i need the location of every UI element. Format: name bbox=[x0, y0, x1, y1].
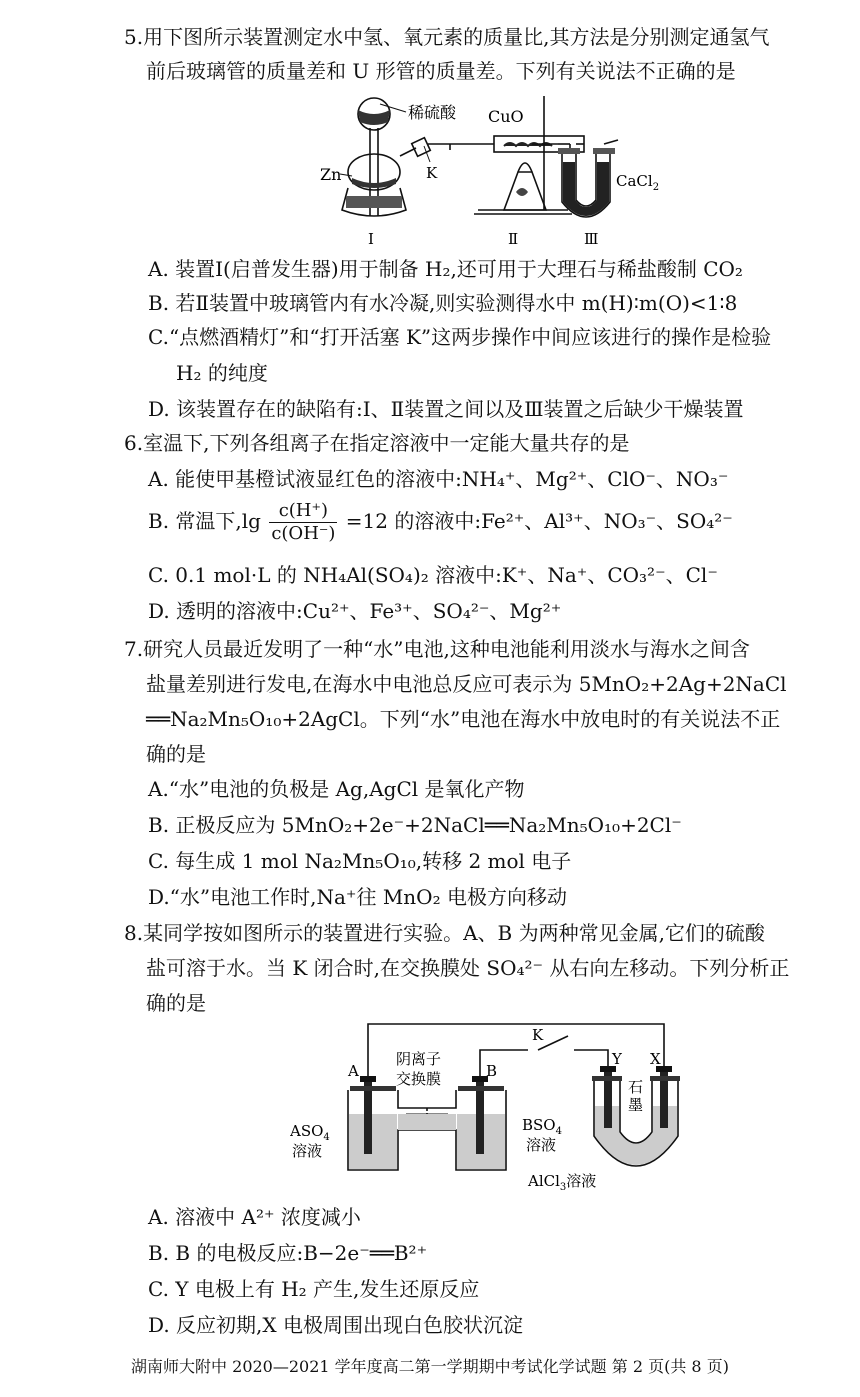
q8-option-a: A. 溶液中 A²⁺ 浓度减小 bbox=[148, 1205, 361, 1229]
q7-stem-line1: 7.研究人员最近发明了一种“水”电池,这种电池能利用淡水与海水之间含 bbox=[124, 637, 750, 661]
q8-option-c: C. Y 电极上有 H₂ 产生,发生还原反应 bbox=[148, 1277, 480, 1301]
membrane-label-line1: 阴离子 bbox=[396, 1050, 442, 1068]
q7-stem-line4: 确的是 bbox=[146, 742, 206, 766]
q5-option-a: A. 装置Ⅰ(启普发生器)用于制备 H₂,还可用于大理石与稀盐酸制 CO₂ bbox=[148, 257, 743, 281]
dilute-sulfuric-acid-label: 稀硫酸 bbox=[408, 103, 457, 122]
q5-option-c-line1: C.“点燃酒精灯”和“打开活塞 K”这两步操作中间应该进行的操作是检验 bbox=[148, 325, 772, 349]
q5-option-c-line2: H₂ 的纯度 bbox=[176, 361, 268, 385]
q7-option-d: D.“水”电池工作时,Na⁺往 MnO₂ 电极方向移动 bbox=[148, 885, 567, 909]
q7-stem-line3: ══Na₂Mn₅O₁₀+2AgCl。下列“水”电池在海水中放电时的有关说法不正 bbox=[146, 707, 781, 731]
apparatus-label-2: Ⅱ bbox=[508, 230, 519, 248]
q5-apparatus-figure bbox=[318, 92, 678, 252]
q7-option-c: C. 每生成 1 mol Na₂Mn₅O₁₀,转移 2 mol 电子 bbox=[148, 849, 572, 873]
graphite-label-line1: 石 bbox=[628, 1078, 644, 1096]
q8-stem-line1: 8.某同学按如图所示的装置进行实验。A、B 为两种常见金属,它们的硫酸 bbox=[124, 921, 765, 945]
bso4-solution-label: 溶液 bbox=[526, 1136, 557, 1154]
electrode-y-label: Y bbox=[612, 1050, 622, 1068]
graphite-label-line2: 墨 bbox=[628, 1096, 644, 1114]
q7-option-a: A.“水”电池的负极是 Ag,AgCl 是氧化产物 bbox=[148, 777, 525, 801]
q5-stem-line1: 5.用下图所示装置测定水中氢、氧元素的质量比,其方法是分别测定通氢气 bbox=[124, 25, 770, 49]
apparatus-label-1: Ⅰ bbox=[368, 230, 374, 248]
q6-option-c: C. 0.1 mol·L 的 NH₄Al(SO₄)₂ 溶液中:K⁺、Na⁺、CO₃²⁻、Cl⁻ bbox=[148, 563, 718, 587]
q6-option-b: B. 常温下,lg $\frac{c(H^+)}{c(OH^-)}$ =12 的溶液中:Fe²⁺、Al³⁺、NO₃⁻、SO₄²⁻ bbox=[148, 500, 733, 544]
alcl3-solution-label: AlCl$_3$溶液 bbox=[528, 1172, 597, 1193]
electrode-a-label: A bbox=[348, 1062, 359, 1080]
q8-stem-line3: 确的是 bbox=[146, 991, 206, 1015]
q6-stem: 6.室温下,下列各组离子在指定溶液中一定能大量共存的是 bbox=[124, 431, 630, 455]
q5-stem-line2: 前后玻璃管的质量差和 U 形管的质量差。下列有关说法不正确的是 bbox=[146, 59, 736, 83]
electrode-b-label: B bbox=[486, 1062, 498, 1080]
bso4-label: $BSO_4$ bbox=[522, 1116, 562, 1137]
q8-stem-line2: 盐可溶于水。当 K 闭合时,在交换膜处 SO₄²⁻ 从右向左移动。下列分析正 bbox=[146, 956, 790, 980]
aso4-solution-label: 溶液 bbox=[292, 1142, 323, 1160]
q8-option-b: B. B 的电极反应:B−2e⁻══B²⁺ bbox=[148, 1241, 428, 1265]
electrode-x-label: X bbox=[650, 1050, 661, 1068]
q5-option-b: B. 若Ⅱ装置中玻璃管内有水冷凝,则实验测得水中 m(H)∶m(O)<1∶8 bbox=[148, 291, 738, 315]
q6-option-d: D. 透明的溶液中:Cu²⁺、Fe³⁺、SO₄²⁻、Mg²⁺ bbox=[148, 599, 562, 623]
cuo-label: CuO bbox=[488, 107, 524, 126]
q6-option-b-fraction: $\frac{c(H^+)}{c(OH^-)}$ bbox=[271, 500, 336, 544]
q8-cell-figure bbox=[290, 1020, 710, 1198]
page-footer: 湖南师大附中 2020—2021 学年度高二第一学期期中考试化学试题 第 2 页(共 8 页) bbox=[131, 1357, 729, 1376]
q8-option-d: D. 反应初期,X 电极周围出现白色胶状沉淀 bbox=[148, 1313, 523, 1337]
switch-k-label: K bbox=[532, 1026, 544, 1044]
q5-option-d: D. 该装置存在的缺陷有:Ⅰ、Ⅱ装置之间以及Ⅲ装置之后缺少干燥装置 bbox=[148, 397, 744, 421]
apparatus-label-3: Ⅲ bbox=[584, 230, 599, 248]
q7-option-b: B. 正极反应为 5MnO₂+2e⁻+2NaCl══Na₂Mn₅O₁₀+2Cl⁻ bbox=[148, 813, 682, 837]
q6-option-a: A. 能使甲基橙试液显红色的溶液中:NH₄⁺、Mg²⁺、ClO⁻、NO₃⁻ bbox=[148, 467, 729, 491]
cacl2-label: CaCl$_2$ bbox=[616, 172, 660, 193]
membrane-label-line2: 交换膜 bbox=[396, 1070, 442, 1088]
aso4-label: $ASO_4$ bbox=[290, 1122, 330, 1143]
valve-k-label: K bbox=[426, 164, 438, 182]
zn-label: Zn bbox=[320, 165, 342, 184]
q7-stem-line2: 盐量差别进行发电,在海水中电池总反应可表示为 5MnO₂+2Ag+2NaCl bbox=[146, 672, 787, 696]
